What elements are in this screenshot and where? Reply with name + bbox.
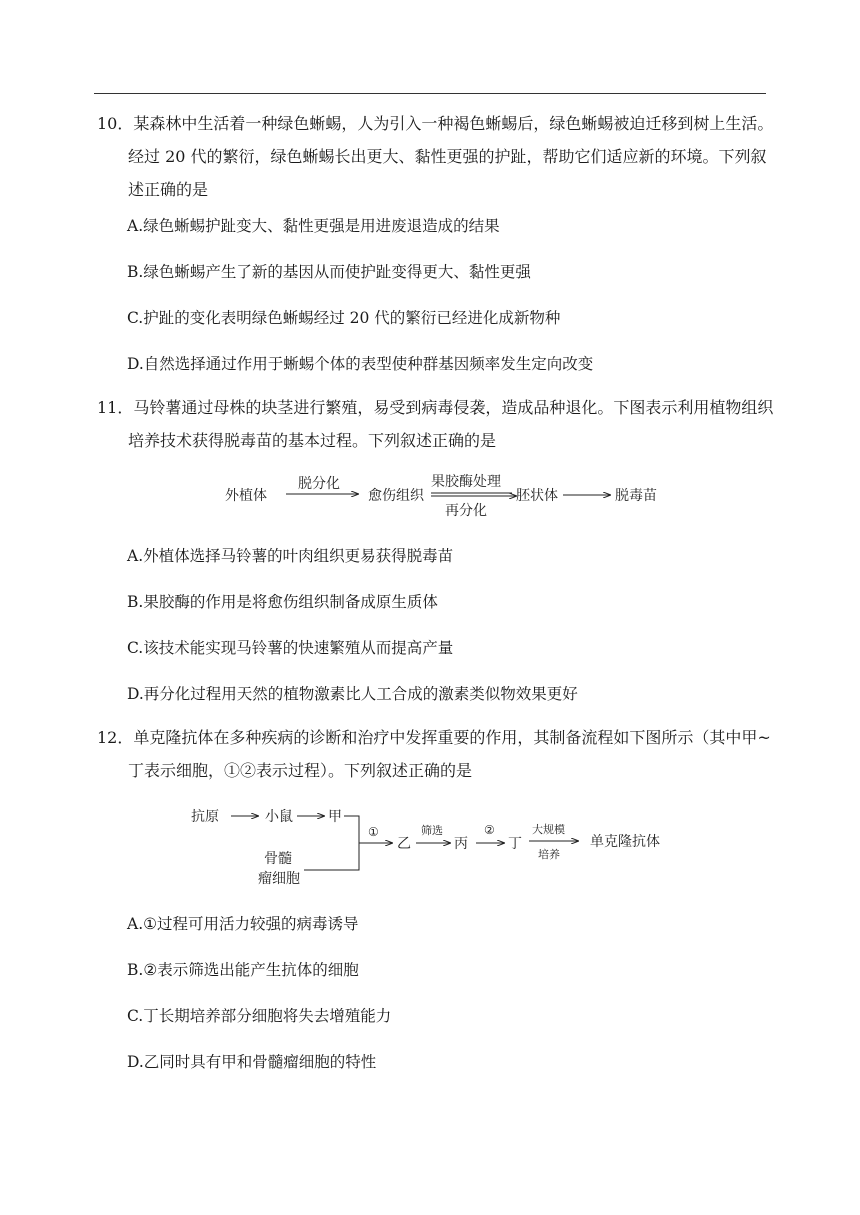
large-scale-label: 大规模 (532, 823, 565, 836)
q11-option-b: B.果胶酶的作用是将愈伤组织制备成原生质体 (127, 593, 438, 611)
question-12-stem: 12．单克隆抗体在多种疾病的诊断和治疗中发挥重要的作用，其制备流程如下图所示（其中甲~丁表示细胞，①②表示过程）。下列叙述正确的是 (97, 728, 771, 780)
q11-option-a: A.外植体选择马铃薯的叶肉组织更易获得脱毒苗 (127, 547, 454, 565)
cell-ding-node: 丁 (508, 836, 522, 852)
tissue-culture-diagram (220, 470, 680, 522)
embryoid-node: 胚状体 (516, 488, 558, 504)
q10-option-c: C.护趾的变化表明绿色蜥蜴经过 20 代的繁衍已经进化成新物种 (127, 309, 561, 327)
monoclonal-antibody-diagram (186, 798, 686, 893)
mouse-node: 小鼠 (265, 809, 293, 825)
cell-jia-node: 甲 (328, 809, 342, 825)
screening-label: 筛选 (421, 824, 443, 837)
myeloma-node-line2: 瘤细胞 (258, 871, 300, 887)
redifferentiation-label: 再分化 (445, 503, 487, 519)
header-rule (94, 93, 766, 94)
q10-option-d: D.自然选择通过作用于蜥蜴个体的表型使种群基因频率发生定向改变 (127, 355, 594, 373)
pectinase-label: 果胶酶处理 (431, 474, 501, 490)
question-10 (97, 107, 777, 206)
question-11-stem: 11．马铃薯通过母株的块茎进行繁殖，易受到病毒侵袭，造成品种退化。下图表示利用植物组织培养技术获得脱毒苗的基本过程。下列叙述正确的是 (97, 398, 774, 450)
antigen-node: 抗原 (191, 809, 219, 825)
q12-option-c: C.丁长期培养部分细胞将失去增殖能力 (127, 1007, 392, 1025)
monoclonal-antibody-node: 单克隆抗体 (590, 834, 660, 850)
q12-option-b: B.②表示筛选出能产生抗体的细胞 (127, 961, 359, 979)
q11-option-c: C.该技术能实现马铃薯的快速繁殖从而提高产量 (127, 639, 454, 657)
q10-option-a: A.绿色蜥蜴护趾变大、黏性更强是用进废退造成的结果 (127, 217, 500, 235)
q12-option-d: D.乙同时具有甲和骨髓瘤细胞的特性 (127, 1053, 377, 1071)
explant-node: 外植体 (225, 488, 267, 504)
step-2-label: ② (484, 823, 495, 837)
question-12 (97, 721, 777, 787)
cell-yi-node: 乙 (397, 836, 411, 852)
step-1-label: ① (368, 825, 379, 839)
cell-bing-node: 丙 (454, 836, 468, 852)
q11-option-d: D.再分化过程用天然的植物激素比人工合成的激素类似物效果更好 (127, 685, 578, 703)
myeloma-node-line1: 骨髓 (264, 851, 292, 867)
dedifferentiation-label: 脱分化 (298, 476, 340, 492)
question-11 (97, 391, 777, 457)
q10-option-b: B.绿色蜥蜴产生了新的基因从而使护趾变得更大、黏性更强 (127, 263, 531, 281)
virus-free-seedling-node: 脱毒苗 (615, 488, 657, 504)
callus-node: 愈伤组织 (368, 488, 424, 504)
q12-option-a: A.①过程可用活力较强的病毒诱导 (127, 915, 359, 933)
question-10-stem: 10．某森林中生活着一种绿色蜥蜴，人为引入一种褐色蜥蜴后，绿色蜥蜴被迫迁移到树上生活。经过 20 代的繁衍，绿色蜥蜴长出更大、黏性更强的护趾，帮助它们适应新的环境。下列叙述正确的是 (97, 114, 774, 199)
culture-label: 培养 (538, 848, 560, 861)
